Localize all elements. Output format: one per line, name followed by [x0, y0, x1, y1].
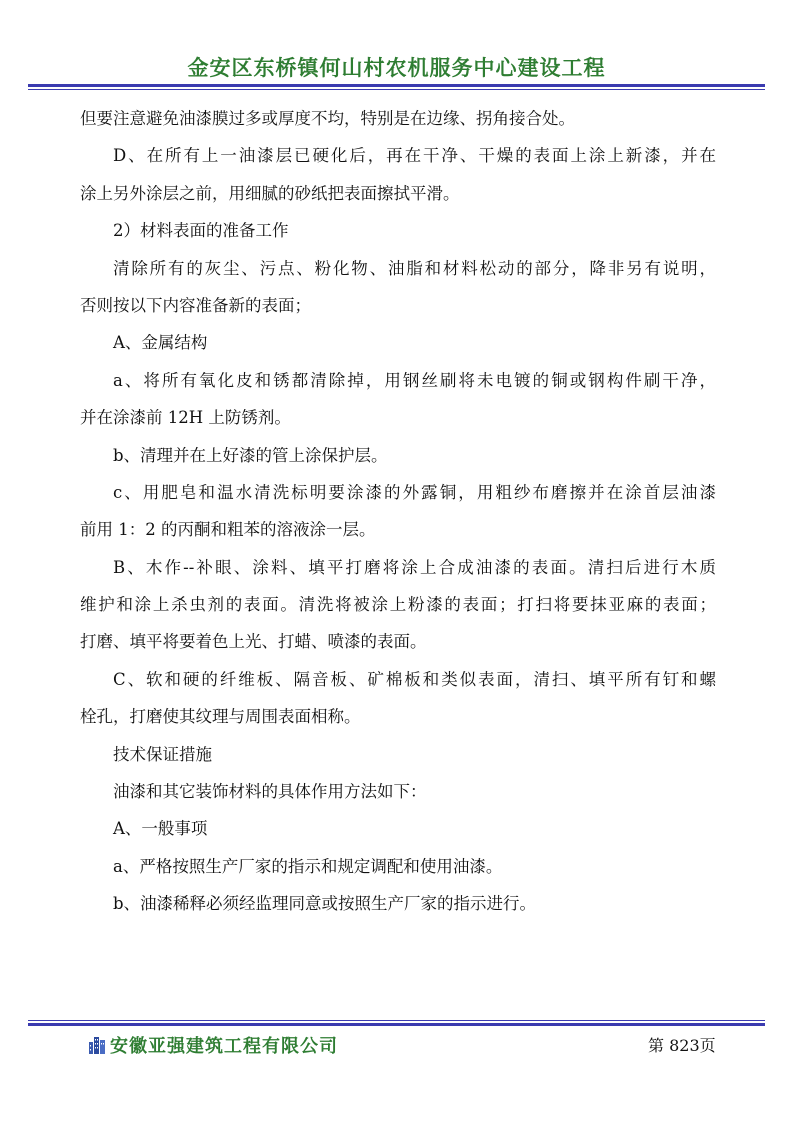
- paragraph-line: 否则按以下内容准备新的表面；: [80, 295, 311, 315]
- subsection-heading: A、金属结构: [113, 333, 208, 353]
- page-header-title: 金安区东桥镇何山村农机服务中心建设工程: [187, 56, 606, 80]
- paragraph-line: 清除所有的灰尘、污点、粉化物、油脂和材料松动的部分，降非另有说明，: [113, 258, 716, 278]
- header-rule-thick: [28, 84, 765, 87]
- paragraph-line: b、清理并在上好漆的管上涂保护层。: [113, 445, 388, 465]
- building-logo-icon: [88, 1034, 106, 1054]
- footer-rule-thin: [28, 1020, 765, 1021]
- paragraph-line: D、在所有上一油漆层已硬化后，再在干净、干燥的表面上涂上新漆，并在: [113, 146, 716, 166]
- paragraph-line: 并在涂漆前 12H 上防锈剂。: [80, 408, 291, 428]
- paragraph-line: b、油漆稀释必须经监理同意或按照生产厂家的指示进行。: [113, 894, 537, 914]
- section-heading: 2）材料表面的准备工作: [113, 221, 289, 241]
- paragraph-line: 维护和涂上杀虫剂的表面。清洗将被涂上粉漆的表面；打扫将要抹亚麻的表面；: [80, 595, 716, 615]
- paragraph-line: c、用肥皂和温水清洗标明要涂漆的外露铜，用粗纱布磨擦并在涂首层油漆: [113, 482, 716, 502]
- paragraph-line: C、软和硬的纤维板、隔音板、矿棉板和类似表面，清扫、填平所有钉和螺: [113, 669, 716, 689]
- subsection-heading: A、一般事项: [113, 819, 208, 839]
- header-rule-thin: [28, 89, 765, 90]
- paragraph-line: 前用 1：2 的丙酮和粗苯的溶液涂一层。: [80, 520, 376, 540]
- paragraph-line: a、严格按照生产厂家的指示和规定调配和使用油漆。: [113, 856, 503, 876]
- footer-company-name: 安徽亚强建筑工程有限公司: [110, 1036, 338, 1057]
- section-heading: 技术保证措施: [113, 744, 212, 764]
- paragraph-line: 涂上另外涂层之前，用细腻的砂纸把表面擦拭平滑。: [80, 183, 460, 203]
- page-number: 第 823页: [648, 1036, 716, 1055]
- footer-rule-thick: [28, 1023, 765, 1026]
- paragraph-line: B、木作--补眼、涂料、填平打磨将涂上合成油漆的表面。清扫后进行木质: [113, 557, 716, 577]
- paragraph-line: 油漆和其它装饰材料的具体作用方法如下：: [113, 782, 427, 802]
- paragraph-line: 栓孔，打磨使其纹理与周围表面相称。: [80, 707, 361, 727]
- document-body: [80, 100, 716, 923]
- paragraph-line: 打磨、填平将要着色上光、打蜡、喷漆的表面。: [80, 632, 427, 652]
- paragraph-line: a、将所有氧化皮和锈都清除掉，用钢丝刷将未电镀的铜或钢构件刷干净，: [113, 370, 716, 390]
- paragraph-line: 但要注意避免油漆膜过多或厚度不均，特别是在边缘、拐角接合处。: [80, 109, 575, 128]
